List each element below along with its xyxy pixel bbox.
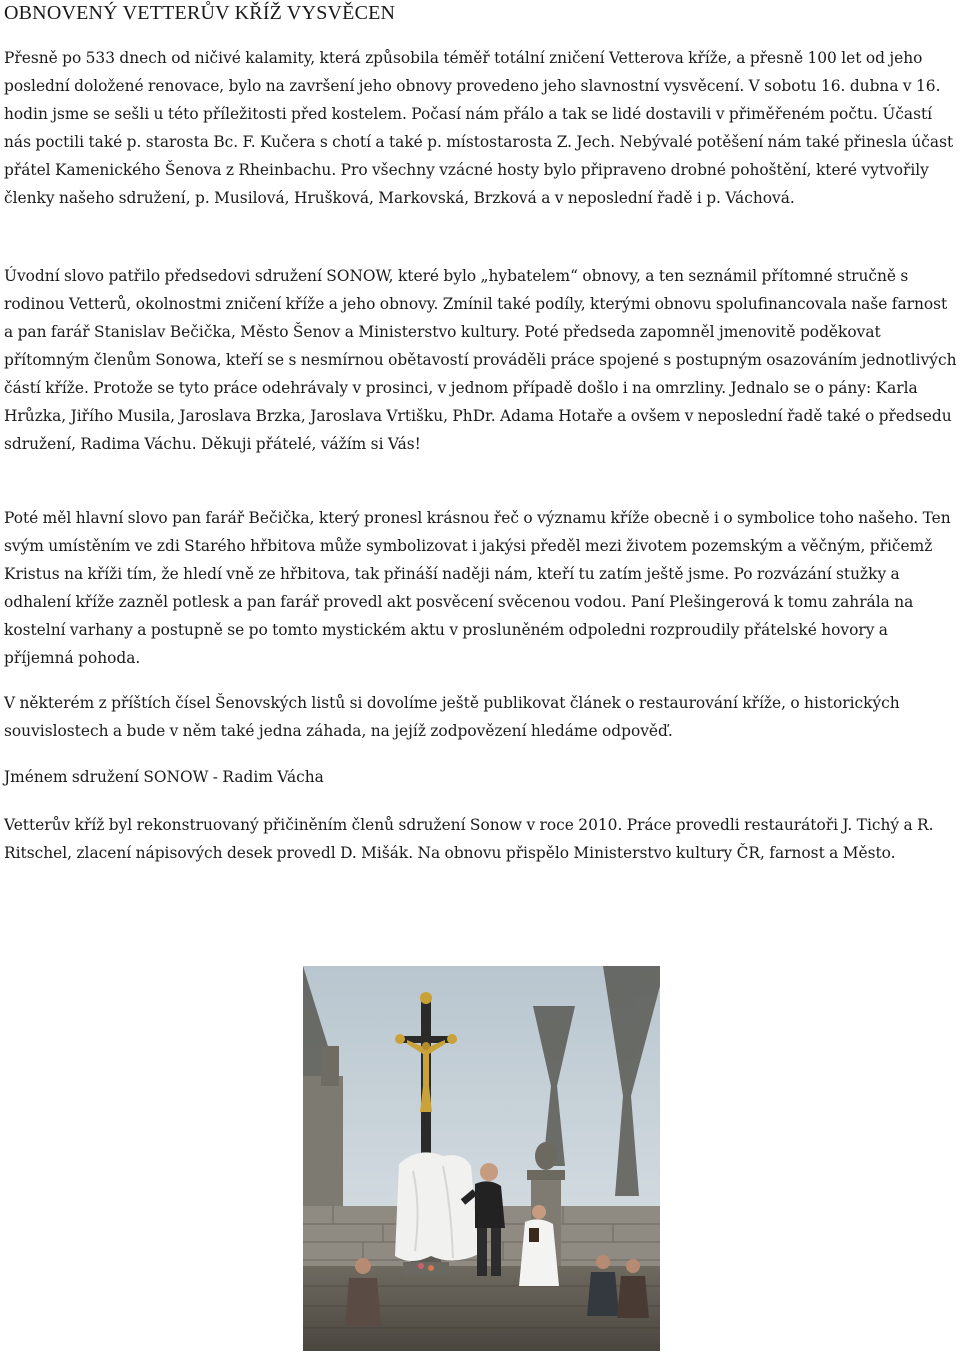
paragraph-1: Přesně po 533 dnech od ničivé kalamity, která způsobila téměř totální zničení Vetterova kříže, a přesně 100 let od jeho poslední doložené renovace, bylo na završení jeho obnovy provedeno jeho slavnostní vysvěcení. V sobotu 16. dubna v 16. hodin jsme se sešli u této příležitosti před kostelem. Počasí nám přálo a tak se lidé dostavili v přiměřeném počtu. Účastí nás poctili také p. starosta Bc. F. Kučera s chotí a také p. místostarosta Z. Jech. Nebývalé potěšení nám také přinesla účast přátel Kamenického Šenova z Rheinbachu. Pro všechny vzácné hosty bylo připraveno drobné pohoštění, které vytvořily členky našeho sdružení, p. Musilová, Hrušková, Markovská, Brzková a v neposlední řadě i p. Váchová. bbox=[4, 49, 954, 207]
cross-photo bbox=[303, 966, 660, 1351]
signature-line: Jménem sdružení SONOW - Radim Vácha bbox=[4, 768, 324, 786]
paragraph-3: Poté měl hlavní slovo pan farář Bečička, který pronesl krásnou řeč o významu kříže obecně i o symbolice toho našeho. Ten svým umístěním ve zdi Starého hřbitova může symbolizovat i jakýsi předěl mezi životem pozemským a věčným, přičemž Kristus na kříži tím, že hledí vně ze hřbitova, tak přináší naději nám, kteří tu zatím ještě jsme. Po rozvázání stužky a odhalení kříže zazněl potlesk a pan farář provedl akt posvěcení svěcenou vodou. Paní Plešingerová k tomu zahrála na kostelní varhany a postupně se po tomto mystickém aktu v prosluněném odpoledni rozproudily přátelské hovory a příjemná pohoda. bbox=[4, 509, 951, 667]
cross-photo-illustration bbox=[303, 966, 660, 1351]
paragraph-4: V některém z příštích čísel Šenovských listů si dovolíme ještě publikovat článek o restaurování kříže, o historických souvislostech a bude v něm také jedna záhada, na jejíž zodpovězení hledáme odpověď. bbox=[4, 694, 900, 740]
paragraph-2: Úvodní slovo patřilo předsedovi sdružení SONOW, které bylo „hybatelem“ obnovy, a ten seznámil přítomné stručně s rodinou Vetterů, okolnostmi zničení kříže a jeho obnovy. Zmínil také podíly, kterými obnovu spolufinancovala naše farnost a pan farář Stanislav Bečička, Město Šenov a Ministerstvo kultury. Poté předseda zapomněl jmenovitě poděkovat přítomným členům Sonowa, kteří se s nesmírnou obětavostí prováděli práce spojené s postupným osazováním jednotlivých částí kříže. Protože se tyto práce odehrávaly v prosinci, v jednom případě došlo i na omrzliny. Jednalo se o pány: Karla Hrůzka, Jiřího Musila, Jaroslava Brzka, Jaroslava Vrtišku, PhDr. Adama Hotaře a ovšem v neposlední řadě také o předsedu sdružení, Radima Váchu. Děkuji přátelé, vážím si Vás! bbox=[4, 267, 957, 453]
article-title: OBNOVENÝ VETTERŮV KŘÍŽ VYSVĚCEN bbox=[4, 2, 396, 24]
paragraph-6: Vetterův kříž byl rekonstruovaný přičiněním členů sdružení Sonow v roce 2010. Práce provedli restaurátoři J. Tichý a R. Ritschel, zlacení nápisových desek provedl D. Mišák. Na obnovu přispělo Ministerstvo kultury ČR, farnost a Město. bbox=[4, 816, 934, 862]
